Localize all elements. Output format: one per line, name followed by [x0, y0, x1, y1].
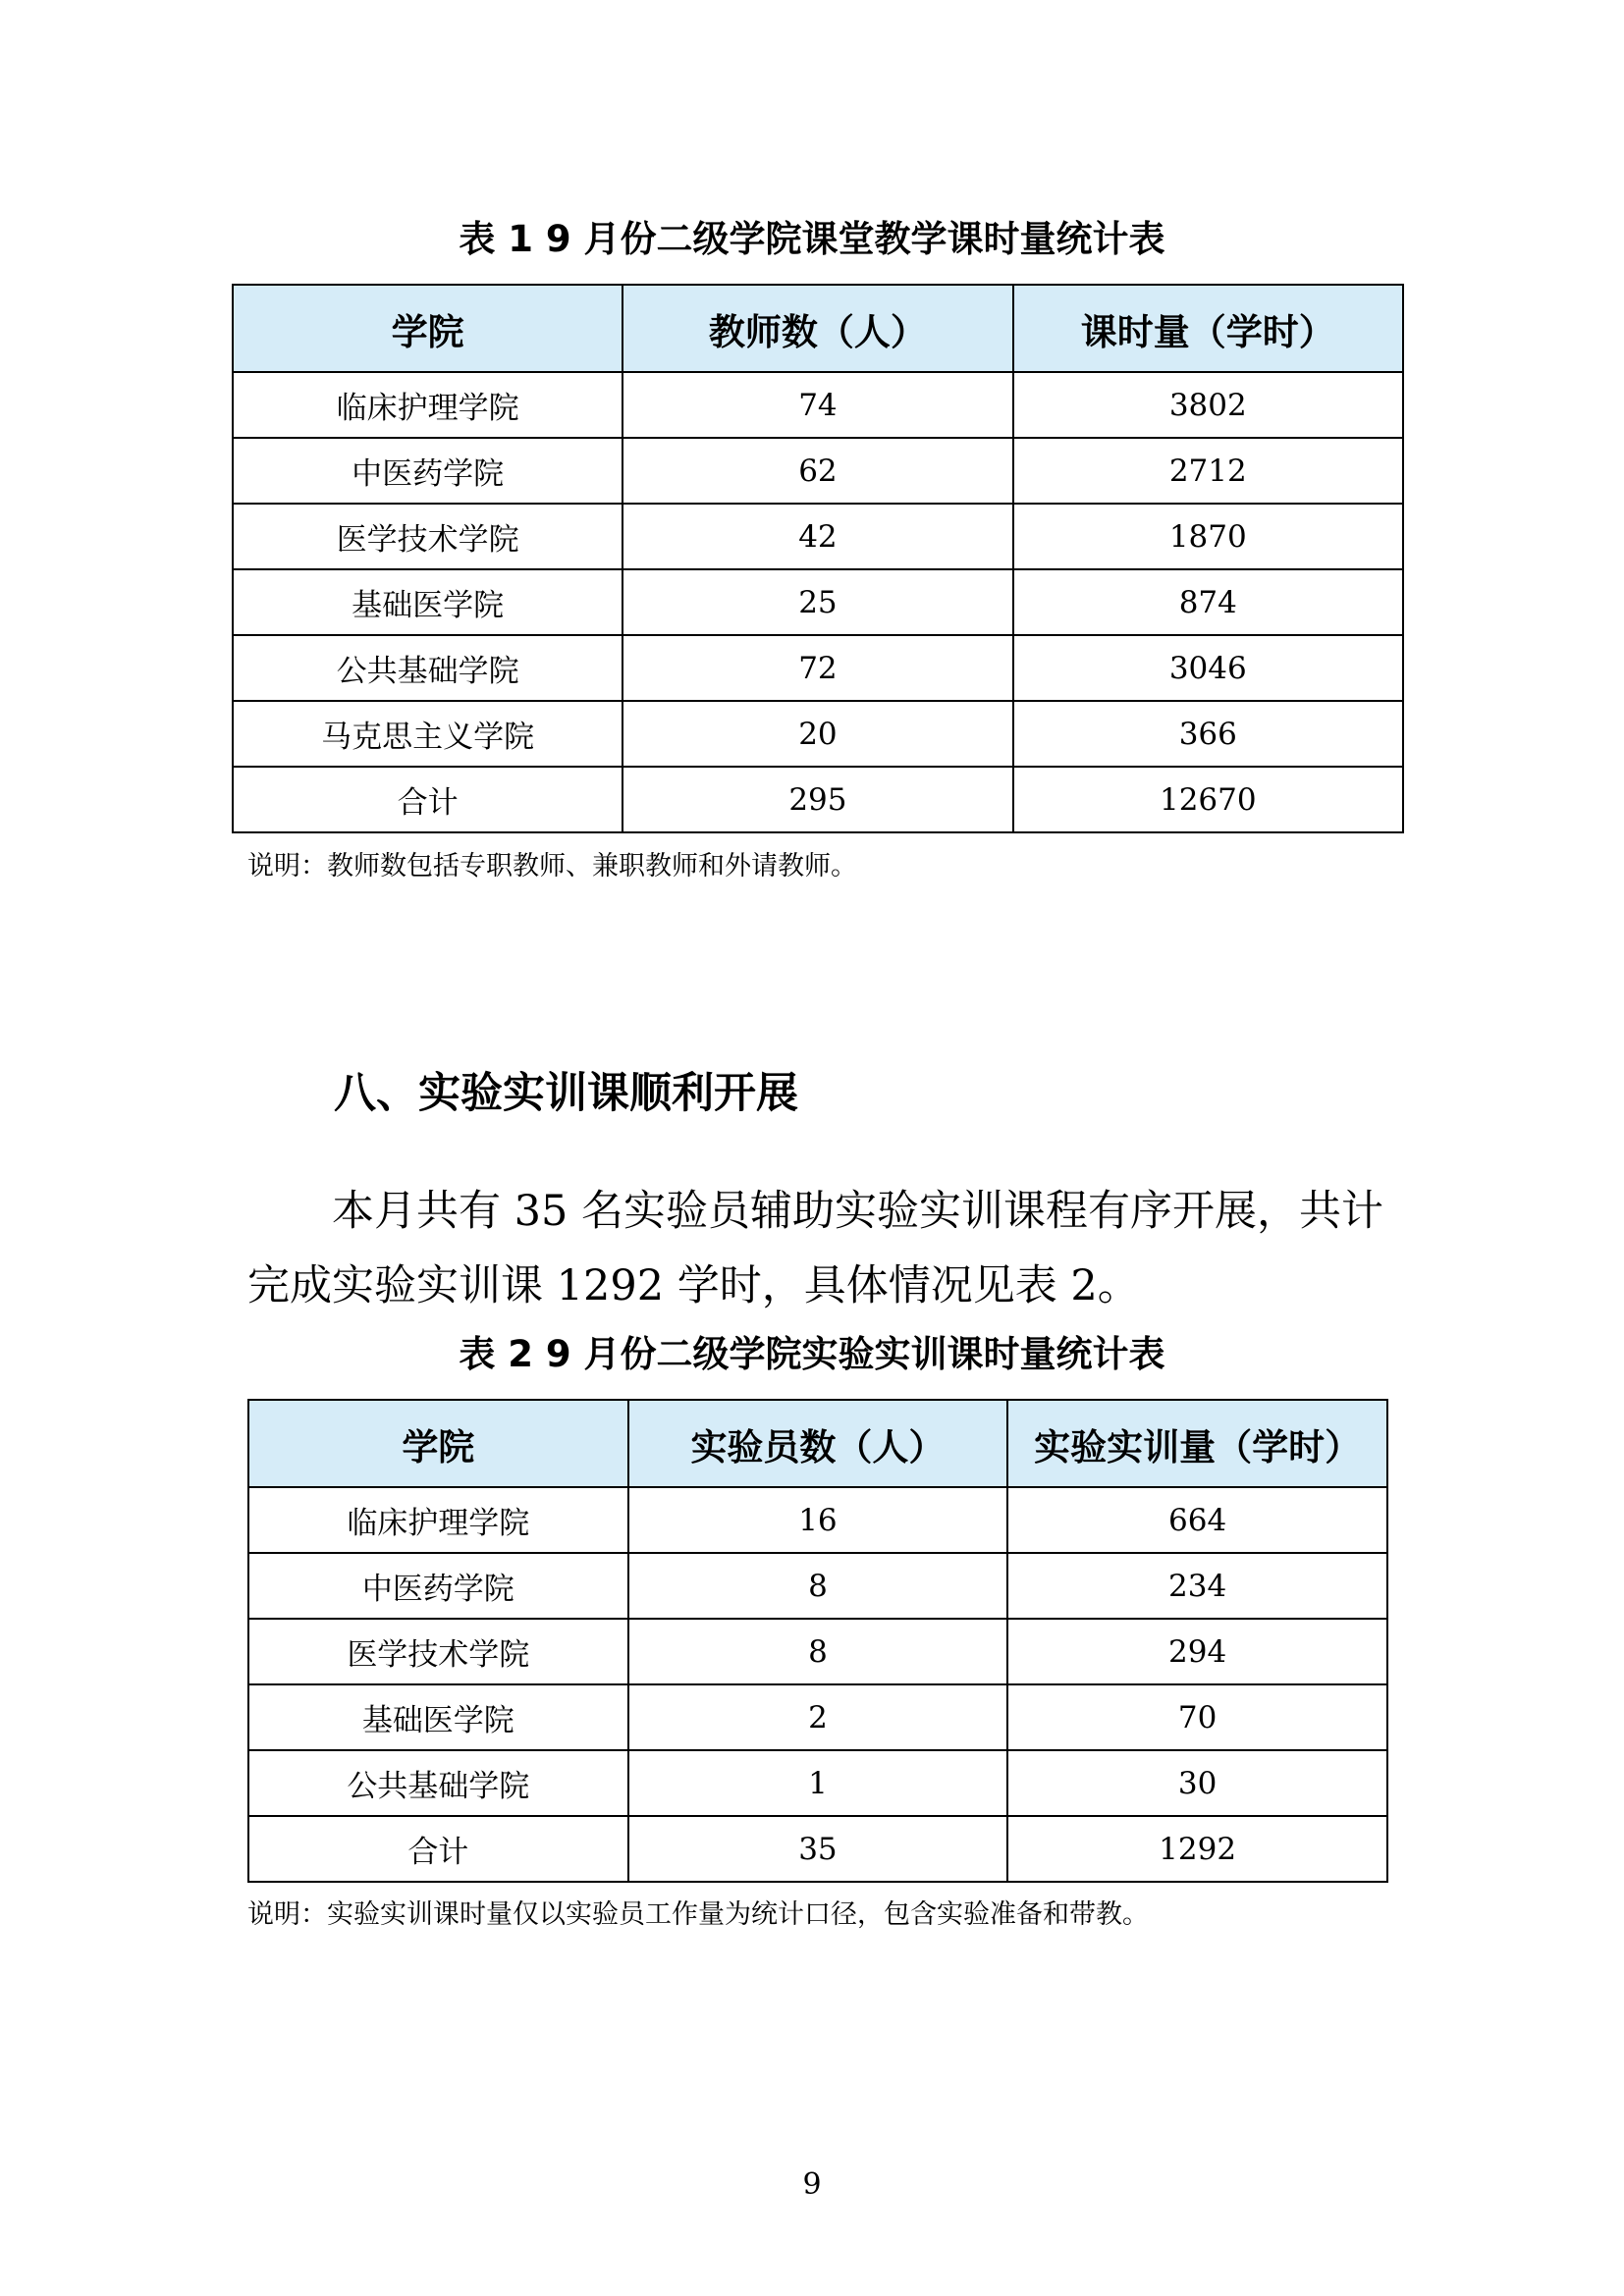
table-cell: 马克思主义学院 [233, 701, 623, 767]
table-cell: 2 [628, 1684, 1008, 1750]
table-row [248, 1750, 1387, 1816]
table-cell: 基础医学院 [233, 569, 623, 635]
table-row [233, 701, 1403, 767]
table-cell: 12670 [1013, 767, 1403, 832]
table-cell: 20 [623, 701, 1012, 767]
table-cell: 3802 [1013, 372, 1403, 438]
table-cell: 30 [1007, 1750, 1387, 1816]
table1 [232, 284, 1404, 833]
table-row [248, 1619, 1387, 1684]
table-total-row [233, 767, 1403, 832]
table-cell: 1292 [1007, 1816, 1387, 1882]
table-cell: 中医药学院 [248, 1553, 628, 1619]
table2-header-college: 学院 [248, 1400, 628, 1487]
table-cell: 中医药学院 [233, 438, 623, 504]
body-paragraph: 本月共有 35 名实验员辅助实验实训课程有序开展，共计完成实验实训课 1292 学时，具体情况见表 2。 [247, 1187, 1384, 1310]
table-cell: 8 [628, 1553, 1008, 1619]
table-cell: 70 [1007, 1684, 1387, 1750]
table-row [248, 1684, 1387, 1750]
table1-header-hours: 课时量（学时） [1013, 285, 1403, 372]
table-cell: 1870 [1013, 504, 1403, 569]
table-cell: 72 [623, 635, 1012, 701]
table1-note: 说明：教师数包括专职教师、兼职教师和外请教师。 [247, 851, 857, 881]
table2-caption: 表 2 9 月份二级学院实验实训课时量统计表 [459, 1333, 1165, 1375]
table-cell: 合计 [233, 767, 623, 832]
table-cell: 公共基础学院 [233, 635, 623, 701]
table-cell: 62 [623, 438, 1012, 504]
table-row [233, 635, 1403, 701]
table-cell: 234 [1007, 1553, 1387, 1619]
table-row [233, 372, 1403, 438]
table2-header-lab-staff: 实验员数（人） [628, 1400, 1008, 1487]
table-cell: 1 [628, 1750, 1008, 1816]
table2-note: 说明：实验实训课时量仅以实验员工作量为统计口径，包含实验准备和带教。 [247, 1899, 1149, 1930]
table-cell: 8 [628, 1619, 1008, 1684]
table-cell: 2712 [1013, 438, 1403, 504]
table-cell: 3046 [1013, 635, 1403, 701]
table1-header-row [233, 285, 1403, 372]
table-cell: 公共基础学院 [248, 1750, 628, 1816]
table-cell: 366 [1013, 701, 1403, 767]
table-cell: 临床护理学院 [233, 372, 623, 438]
section-heading: 八、实验实训课顺利开展 [334, 1069, 798, 1118]
table-cell: 16 [628, 1487, 1008, 1553]
table-cell: 295 [623, 767, 1012, 832]
table-cell: 294 [1007, 1619, 1387, 1684]
table-cell: 医学技术学院 [233, 504, 623, 569]
table1-header-teachers: 教师数（人） [623, 285, 1012, 372]
table-cell: 医学技术学院 [248, 1619, 628, 1684]
table-row [248, 1553, 1387, 1619]
table-cell: 74 [623, 372, 1012, 438]
table-cell: 临床护理学院 [248, 1487, 628, 1553]
page-number: 9 [802, 2167, 822, 2202]
table-row [233, 504, 1403, 569]
table-row [248, 1487, 1387, 1553]
table-row [233, 569, 1403, 635]
table-cell: 42 [623, 504, 1012, 569]
table-cell: 874 [1013, 569, 1403, 635]
table-cell: 基础医学院 [248, 1684, 628, 1750]
table1-header-college: 学院 [233, 285, 623, 372]
table1-caption: 表 1 9 月份二级学院课堂教学课时量统计表 [459, 218, 1165, 260]
table-cell: 664 [1007, 1487, 1387, 1553]
table-row [233, 438, 1403, 504]
table-total-row [248, 1816, 1387, 1882]
table-cell: 合计 [248, 1816, 628, 1882]
table-cell: 35 [628, 1816, 1008, 1882]
table-cell: 25 [623, 569, 1012, 635]
table2-header-row [248, 1400, 1387, 1487]
table2-header-lab-hours: 实验实训量（学时） [1007, 1400, 1387, 1487]
table2 [247, 1399, 1388, 1883]
